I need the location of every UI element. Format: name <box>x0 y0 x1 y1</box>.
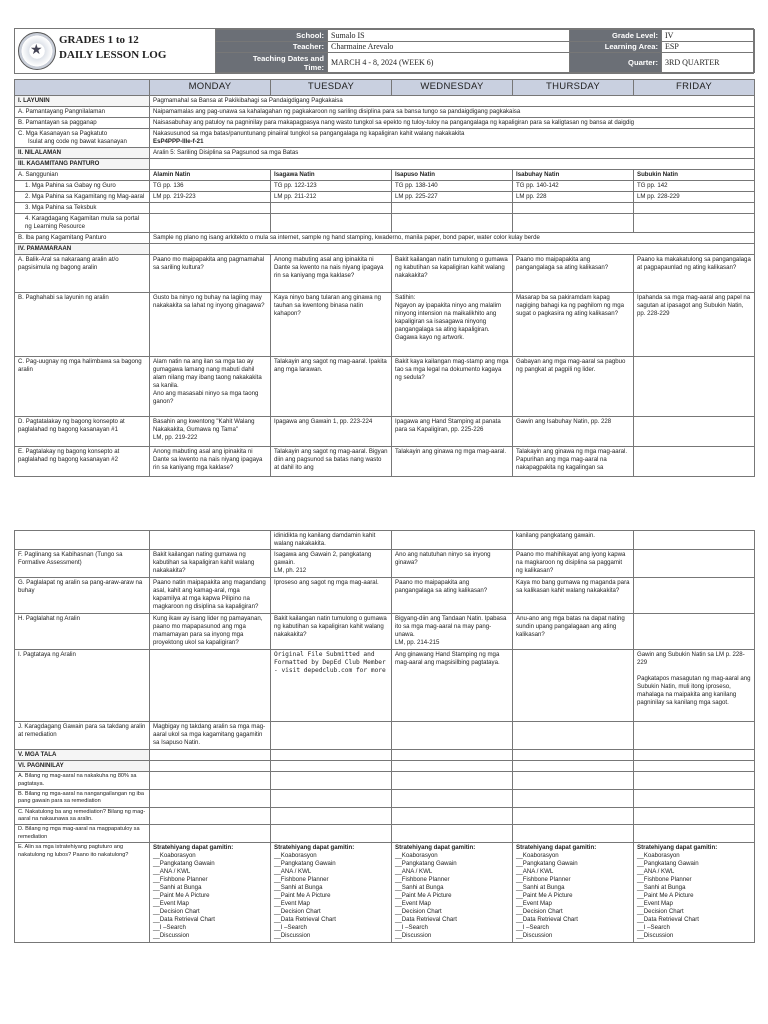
row-label-a: A. Pamantayang Pangnilalaman <box>15 106 150 117</box>
strategy-option[interactable]: __Pangkatang Gawain <box>516 860 578 868</box>
quarter-value: 3RD QUARTER <box>662 53 755 73</box>
row-f-cell: Paano mo mahihikayat ang iyong kapwa na magkaroon ng disiplina sa paggamit ng kalikasan? <box>513 550 634 578</box>
strategy-title: Stratehiyang dapat gamitin: <box>153 844 234 852</box>
strategy-option[interactable]: __Event Map <box>274 900 310 908</box>
lesson-log-page-2 <box>14 530 754 943</box>
strategy-option[interactable]: __Decision Chart <box>153 908 200 916</box>
guro-cell: TG pp. 122-123 <box>271 180 392 191</box>
row-label-c <box>15 128 150 147</box>
row-f-cell: Isagawa ang Gawain 2, pangkatang gawain. LM, ph. 212 <box>271 550 392 578</box>
strategy-option[interactable]: __Decision Chart <box>274 908 321 916</box>
strategy-option[interactable]: __Paint Me A Picture <box>274 892 331 900</box>
kagamitan-empty <box>150 158 755 169</box>
section-layunin: I. LAYUNIN <box>15 95 150 106</box>
teacher-label: Teacher: <box>216 41 328 53</box>
day-friday: FRIDAY <box>634 80 755 96</box>
paghahabi-cell: Ipahanda sa mga mag-aaral ang papel na sagutan at ipasagot ang Subukin Natin, pp. 228-229 <box>634 293 755 357</box>
strategy-option[interactable]: __ANA / KWL <box>395 868 433 876</box>
strategy-option[interactable]: __Paint Me A Picture <box>153 892 210 900</box>
paghahabi-cell: Gusto ba ninyo ng buhay na lagiing may nakakakita sa lahat ng inyong ginagawa? <box>150 293 271 357</box>
day-title: Alamin Natin <box>150 169 271 180</box>
depedclub-watermark: Original File Submitted and Formatted by DepEd Club Member - visit depedclub.com for more <box>271 650 392 722</box>
day-title: Isapuso Natin <box>392 169 513 180</box>
document-title <box>59 33 209 63</box>
row-g-cell: Paano mo maipapakita ang pangangalaga sa ating kalikasan? <box>392 578 513 614</box>
row-d-cell: Ipagawa ang Hand Stamping at panata para sa Kapaligiran, pp. 225-226 <box>392 417 513 447</box>
row-d-cell: Ipagawa ang Gawain 1, pp. 223-224 <box>271 417 392 447</box>
pag-uugnay-cell <box>634 357 755 417</box>
strategy-list <box>150 843 271 942</box>
strategy-option[interactable]: __ANA / KWL <box>274 868 312 876</box>
day-monday: MONDAY <box>150 80 271 96</box>
day-thursday: THURSDAY <box>513 80 634 96</box>
row-d-cell <box>634 417 755 447</box>
grade-value: IV <box>662 30 755 42</box>
strategy-option[interactable]: __Paint Me A Picture <box>637 892 694 900</box>
pag-uugnay-cell: Gabayan ang mga mag-aaral sa pagbuo ng pangkat at pagpili ng lider. <box>513 357 634 417</box>
day-header-row <box>15 80 755 96</box>
strategy-option[interactable]: __Event Map <box>637 900 673 908</box>
iba-label: B. Iba pang Kagamitang Panturo <box>15 232 150 243</box>
section-nilalaman: II. NILALAMAN <box>15 147 150 158</box>
deped-seal-icon <box>18 32 56 70</box>
day-title: Subukin Natin <box>634 169 755 180</box>
paghahabi-cell: Satihin: Ngayon ay ipapakita ninyo ang malalim ninyong intension na maikalikhito ang kapaligiran sa isasagawa ninyong pangangalaga sa ating kapaligiran. Gagawa kayo ng artwork. <box>392 293 513 357</box>
reflection-b: B. Bilang ng mga-aaral na nangangailangan ng iba pang gawain para sa remediation <box>15 789 150 807</box>
quarter-label: Quarter: <box>570 53 662 73</box>
strategy-option[interactable]: __I –Search <box>637 924 670 932</box>
strategy-option[interactable]: __Koaborasyon <box>637 852 680 860</box>
row-g-cell <box>634 578 755 614</box>
balik-label: A. Balik-Aral sa nakaraang aralin at/o pagsisimula ng bagong aralin <box>15 255 150 293</box>
strategy-option[interactable]: __I –Search <box>153 924 186 932</box>
lesson-table-1 <box>14 79 755 477</box>
school-label: School: <box>216 30 328 42</box>
row-j-cell: Magbigay ng takdang aralin sa mga mag-aaral ukol sa mga kagamitang gagamitin sa Isapuso Natin. <box>150 722 271 750</box>
area-label: Learning Area: <box>570 41 662 53</box>
lm-cell: LM pp. 228 <box>513 191 634 202</box>
day-tuesday: TUESDAY <box>271 80 392 96</box>
balik-cell: Anong mabuting asal ang ipinakita ni Dante sa kwento na nais niyang ipagaya rin sa kaniyang mga kaklase? <box>271 255 392 293</box>
strategy-option[interactable]: __Event Map <box>395 900 431 908</box>
school-value: Sumalo IS <box>328 30 570 42</box>
balik-cell: Paano mo maipapakita ang pagmamahal sa sariling kultura? <box>150 255 271 293</box>
c-label-line2: Isulat ang code ng bawat kasanayan <box>28 137 127 145</box>
strategy-option[interactable]: __Koaborasyon <box>395 852 438 860</box>
c-label-line1: C. Mga Kasanayan sa Pagkatuto <box>18 129 108 137</box>
lm-cell: LM pp. 228-229 <box>634 191 755 202</box>
strategy-option[interactable]: __Fishbone Planner <box>153 876 208 884</box>
strategy-option[interactable]: __Koaborasyon <box>274 852 317 860</box>
strategy-list <box>271 843 392 942</box>
paghahabi-label: B. Paghahabi sa layunin ng aralin <box>15 293 150 357</box>
continued-cell: idinidikta ng kanilang damdamin kahit walang nakakakita. <box>271 531 392 550</box>
reflection-c: C. Nakatulong ba ang remediation? Bilang ng mag-aaral na nakaunawa sa aralin. <box>15 807 150 825</box>
lesson-table-2 <box>14 530 755 943</box>
layunin-value: Pagmamahal sa Bansa at Pakikibahagi sa Pandaigdigang Pagkakaisa <box>150 95 755 106</box>
row-d-cell: Basahin ang kwentong "Kahit Walang Nakakakita, Gumawa ng Tama" LM, pp. 219-222 <box>150 417 271 447</box>
strategy-option[interactable]: __Decision Chart <box>395 908 442 916</box>
strategy-option[interactable]: __Discussion <box>637 932 674 940</box>
continued-cell <box>634 531 755 550</box>
strategy-option[interactable]: __Decision Chart <box>516 908 563 916</box>
strategy-option[interactable]: __Sanhi at Bunga <box>274 884 323 892</box>
row-b-value: Naisasabuhay ang patuloy na pagninilay para makapagpasya nang wasto tungkol sa epekto ng tuloy-tuloy na pangangalaga ng kapaligiran para sa kaligtasan ng bansa at daigdig <box>150 117 755 128</box>
strategy-option[interactable]: __ANA / KWL <box>516 868 554 876</box>
strategy-option[interactable]: __Sanhi at Bunga <box>153 884 202 892</box>
strategy-title: Stratehiyang dapat gamitin: <box>516 844 597 852</box>
strategy-option[interactable]: __Paint Me A Picture <box>516 892 573 900</box>
day-header-empty <box>15 80 150 96</box>
section-pamamaraan: IV. PAMAMARAAN <box>15 243 150 254</box>
guro-cell: TG pp. 138-140 <box>392 180 513 191</box>
row-h-cell: Bigyang-diin ang Tandaan Natin. Ipabasa ito sa mga mag-aaral na may pang-unawa. LM, pp. 214-215 <box>392 614 513 650</box>
guro-cell: TG pp. 140-142 <box>513 180 634 191</box>
strategy-option[interactable]: __I –Search <box>395 924 428 932</box>
strategy-title: Stratehiyang dapat gamitin: <box>395 844 476 852</box>
header-block <box>14 28 754 74</box>
lm-label: 2. Mga Pahina sa Kagamitang ng Mag-aaral <box>15 191 150 202</box>
row-i-cell <box>150 650 271 722</box>
row-label-e: E. Pagtalakay ng bagong konsepto at paglalahad ng bagong kasanayan #2 <box>15 447 150 477</box>
section-kagamitan: III. KAGAMITANG PANTURO <box>15 158 150 169</box>
strategy-option[interactable]: __Fishbone Planner <box>637 876 692 884</box>
row-h-cell: Bakit kailangan natin tumulong o gumawa ng kabutihan sa kapaligiran kahit walang nakakakita? <box>271 614 392 650</box>
strategy-option[interactable]: __Sanhi at Bunga <box>516 884 565 892</box>
lm-cell: LM pp. 211-212 <box>271 191 392 202</box>
c-value-code: EsP4PPP-IIIe-f-21 <box>153 137 204 145</box>
karagdagan-label: 4. Karagdagang Kagamitan mula sa portal ng Learning Resource <box>15 213 150 232</box>
teacher-value: Charmaine Arevalo <box>328 41 570 53</box>
row-g-cell: Paano natin maipapakita ang magandang asal, kahit ang kamag-aral, mga kapamilya at mga kapwa Pilipino na magkaroon ng disiplina sa kapaligiran? <box>150 578 271 614</box>
row-f-cell: Ano ang natutuhan ninyo sa inyong ginawa? <box>392 550 513 578</box>
strategy-option[interactable]: __ANA / KWL <box>637 868 675 876</box>
strategy-option[interactable]: __I –Search <box>516 924 549 932</box>
guro-label: 1. Mga Pahina sa Gabay ng Guro <box>15 180 150 191</box>
row-f-cell <box>634 550 755 578</box>
row-g-cell: Iproseso ang sagot ng mga mag-aaral. <box>271 578 392 614</box>
lm-cell: LM pp. 219-223 <box>150 191 271 202</box>
row-h-cell: Anu-ano ang mga batas na dapat nating sundin upang pangalagaan ang ating kalikasan? <box>513 614 634 650</box>
strategy-option[interactable]: __Sanhi at Bunga <box>395 884 444 892</box>
row-g-cell: Kaya mo bang gumawa ng maganda para sa kalikasan kahit walang nakakakita? <box>513 578 634 614</box>
guro-cell: TG pp. 136 <box>150 180 271 191</box>
continued-cell: kanilang pangkatang gawain. <box>513 531 634 550</box>
dates-label-line2: Time: <box>303 62 324 72</box>
strategy-option[interactable]: __Data Retrieval Chart <box>516 916 578 924</box>
row-f-cell: Bakit kailangan nating gumawa ng kabutihan sa kapaligiran kahit walang nakakakita? <box>150 550 271 578</box>
pag-uugnay-cell: Bakit kaya kailangan mag-stamp ang mga tao sa mga legal na dokumento kagaya ng sedula? <box>392 357 513 417</box>
continued-cell <box>392 531 513 550</box>
row-e-cell <box>634 447 755 477</box>
day-wednesday: WEDNESDAY <box>392 80 513 96</box>
strategy-option[interactable]: __Data Retrieval Chart <box>395 916 457 924</box>
row-label-b: B. Pamantayan sa pagganap <box>15 117 150 128</box>
strategy-option[interactable]: __Discussion <box>153 932 190 940</box>
dates-label <box>216 53 328 73</box>
section-pagninilay: VI. PAGNINILAY <box>15 761 150 772</box>
day-title: Isabuhay Natin <box>513 169 634 180</box>
strategy-option[interactable]: __Discussion <box>274 932 311 940</box>
strategy-option[interactable]: __Decision Chart <box>637 908 684 916</box>
row-label-g: G. Paglalapat ng aralin sa pang-araw-araw na buhay <box>15 578 150 614</box>
row-label-d: D. Pagtatalakay ng bagong konsepto at paglalahad ng bagong kasanayan #1 <box>15 417 150 447</box>
lm-cell: LM pp. 225-227 <box>392 191 513 202</box>
pag-uugnay-cell: Alam natin na ang ilan sa mga tao ay gumagawa lamang nang mabuti dahil alam nilang may ibang taong nakakakita sa kanila. Ano ang masasabi ninyo sa mga taong ganon? <box>150 357 271 417</box>
row-i-cell: Ang ginawang Hand Stamping ng mga mag-aaral ang magsisilbing pagtataya. <box>392 650 513 722</box>
dates-label-line1: Teaching Dates and <box>252 53 324 63</box>
sanggunian-label: A. Sanggunian <box>15 169 150 180</box>
paghahabi-cell: Kaya ninyo bang tularan ang ginawa ng tauhan sa kwentong binasa natin kahapon? <box>271 293 392 357</box>
pamamaraan-empty <box>150 243 755 254</box>
strategy-title: Stratehiyang dapat gamitin: <box>637 844 718 852</box>
reflection-e: E. Alin sa mga istratehiyang pagtuturo ang nakatulong ng lubos? Paano ito nakatulong? <box>15 843 150 942</box>
strategy-option[interactable]: __Sanhi at Bunga <box>637 884 686 892</box>
title-line-1: GRADES 1 to 12 <box>59 34 139 46</box>
balik-cell: Paano mo maipapakita ang pangangalaga sa ating kalikasan? <box>513 255 634 293</box>
strategy-option[interactable]: __Data Retrieval Chart <box>274 916 336 924</box>
strategy-option[interactable]: __ANA / KWL <box>153 868 191 876</box>
lesson-log-page-1 <box>14 28 754 477</box>
pag-uugnay-cell: Talakayin ang sagot ng mag-aaral. Ipakita ang mga larawan. <box>271 357 392 417</box>
balik-cell: Paano ka makakatulong sa pangangalaga at pagpapaunlad ng ating kalikasan? <box>634 255 755 293</box>
paghahabi-cell: Masarap ba sa pakiramdam kapag nagiging bahagi ka ng paghilom ng mga sugat o pagkasira ng ating kalikasan? <box>513 293 634 357</box>
title-line-2: DAILY LESSON LOG <box>59 49 167 61</box>
strategy-option[interactable]: __Fishbone Planner <box>516 876 571 884</box>
guro-cell: TG pp. 142 <box>634 180 755 191</box>
area-value: ESP <box>662 41 755 53</box>
strategy-option[interactable]: __Pangkatang Gawain <box>395 860 457 868</box>
day-title: Isagawa Natin <box>271 169 392 180</box>
strategy-option[interactable]: __Koaborasyon <box>153 852 196 860</box>
row-e-cell: Anong mabuting asal ang ipinakita ni Dante sa kwento na nais niyang ipagaya rin sa kaniyang mga kaklase? <box>150 447 271 477</box>
strategy-option[interactable]: __Discussion <box>516 932 553 940</box>
row-h-cell <box>634 614 755 650</box>
strategy-option[interactable]: __Data Retrieval Chart <box>153 916 215 924</box>
strategy-option[interactable]: __Paint Me A Picture <box>395 892 452 900</box>
row-label-i: I. Pagtataya ng Aralin <box>15 650 150 722</box>
row-label-f: F. Paglinang sa Kabihasnan (Tungo sa Formative Assessment) <box>15 550 150 578</box>
row-e-cell: Talakayin ang ginawa ng mga mag-aaral. Papurihan ang mga mag-aaral na nakapagpakita ng kagalingan sa <box>513 447 634 477</box>
strategy-option[interactable]: __Event Map <box>516 900 552 908</box>
row-i-cell: Gawin ang Subukin Natin sa LM p. 228-229 Pagkatapos masagutan ng mag-aaral ang Subukin Natin, muli itong iproseso, mahalaga na maipakita ang kanilang pagninilay sa kanilang mga sagot. <box>634 650 755 722</box>
strategy-option[interactable]: __I –Search <box>274 924 307 932</box>
strategy-option[interactable]: __Pangkatang Gawain <box>637 860 699 868</box>
reflection-a: A. Bilang ng mag-aaral na nakakuha ng 80% sa pagtataya. <box>15 772 150 790</box>
row-i-cell <box>513 650 634 722</box>
reflection-d: D. Bilang ng mga mag-aaral na magpapatuloy sa remediation <box>15 825 150 843</box>
dates-value: MARCH 4 - 8, 2024 (WEEK 6) <box>328 53 570 73</box>
nilalaman-value: Aralin 5: Sariling Disiplina sa Pagsunod sa mga Batas <box>150 147 755 158</box>
row-h-cell: Kung ikaw ay isang lider ng pamayanan, paano mo mapapasunod ang mga mamamayan para sa inyong mga proyektong ukol sa kapaligiran? <box>150 614 271 650</box>
strategy-option[interactable]: __Pangkatang Gawain <box>153 860 215 868</box>
strategy-option[interactable]: __Fishbone Planner <box>395 876 450 884</box>
strategy-option[interactable]: __Discussion <box>395 932 432 940</box>
strategy-option[interactable]: __Fishbone Planner <box>274 876 329 884</box>
section-tala: V. MGA TALA <box>15 750 150 761</box>
strategy-option[interactable]: __Event Map <box>153 900 189 908</box>
row-label-h: H. Paglalahat ng Aralin <box>15 614 150 650</box>
strategy-list <box>634 843 755 942</box>
strategy-option[interactable]: __Pangkatang Gawain <box>274 860 336 868</box>
teksbuk-label: 3. Mga Pahina sa Teksbuk <box>15 202 150 213</box>
strategy-title: Stratehiyang dapat gamitin: <box>274 844 355 852</box>
strategy-list <box>392 843 513 942</box>
row-d-cell: Gawin ang Isabuhay Natin, pp. 228 <box>513 417 634 447</box>
pag-uugnay-label: C. Pag-uugnay ng mga halimbawa sa bagong aralin <box>15 357 150 417</box>
strategy-option[interactable]: __Data Retrieval Chart <box>637 916 699 924</box>
grade-label: Grade Level: <box>570 30 662 42</box>
iba-value: Sample ng plano ng isang arkitekto o mula sa internet, sample ng hand stamping, kwaderno, manila paper, bond paper, water color kulay berde <box>150 232 755 243</box>
row-label-j: J. Karagdagang Gawain para sa takdang aralin at remediation <box>15 722 150 750</box>
c-value-line1: Nakasusunod sa mga batas/panuntunang pinaiiral tungkol sa pangangalaga ng kapaligiran kahit walang nakakakita <box>153 129 465 137</box>
row-c-value <box>150 128 755 147</box>
row-a-value: Naipamamalas ang pag-unawa sa kahalagahan ng pagkakaroon ng sariling disiplina para sa bansa tungo sa pandaigdigang pagkakaisa <box>150 106 755 117</box>
row-e-cell: Talakayin ang sagot ng mag-aaral. Bigyan diin ang pagsunod sa batas nang wasto at dahil ito ang <box>271 447 392 477</box>
continued-cell <box>150 531 271 550</box>
row-e-cell: Talakayin ang ginawa ng mga mag-aaral. <box>392 447 513 477</box>
balik-cell: Bakit kailangan natin tumulong o gumawa ng kabutihan sa kapaligiran kahit walang nakakakita? <box>392 255 513 293</box>
strategy-list <box>513 843 634 942</box>
strategy-option[interactable]: __Koaborasyon <box>516 852 559 860</box>
header-info-table <box>215 29 755 73</box>
